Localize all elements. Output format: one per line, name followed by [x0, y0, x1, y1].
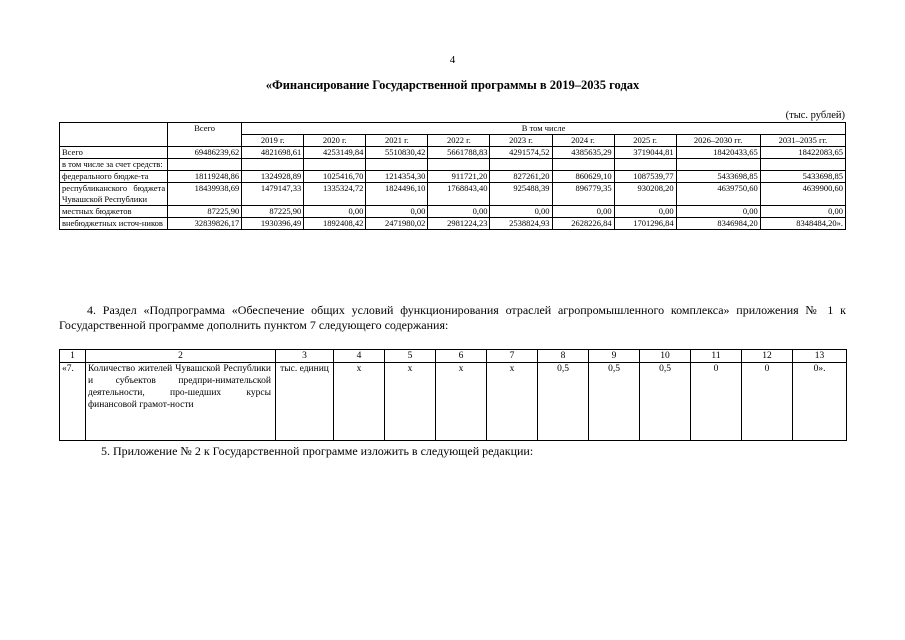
row-label: Всего	[60, 147, 168, 159]
table-cell: 1324928,89	[242, 171, 304, 183]
indicator-cell: 0,5	[640, 363, 691, 441]
table-cell: 87225,90	[168, 206, 242, 218]
table-cell: 4385635,29	[552, 147, 614, 159]
year-header: 2023 г.	[490, 135, 552, 147]
table-row	[60, 206, 846, 218]
table-cell	[366, 159, 428, 171]
paragraph-4: 4. Раздел «Подпрограмма «Обеспечение общих условий функционирования отраслей агропромышленного комплекса» приложения № 1 к Государственной программе дополнить пунктом 7 следующего содержания:	[59, 303, 846, 332]
table-cell: 0,00	[614, 206, 676, 218]
table-cell: 8348484,20».	[760, 218, 845, 230]
year-header: 2022 г.	[428, 135, 490, 147]
table-cell: 0,00	[676, 206, 760, 218]
table-cell	[760, 159, 845, 171]
unit-note: (тыс. рублей)	[785, 110, 845, 121]
table-cell: 0,00	[304, 206, 366, 218]
table-cell: 1025416,70	[304, 171, 366, 183]
table-cell: 4639750,60	[676, 183, 760, 206]
table-cell: 4253149,84	[304, 147, 366, 159]
page-number: 4	[449, 54, 456, 66]
column-number: 1	[60, 350, 86, 363]
column-number: 5	[385, 350, 436, 363]
table-cell: 4821698,61	[242, 147, 304, 159]
column-number: 12	[742, 350, 793, 363]
column-number: 9	[589, 350, 640, 363]
table-cell: 18119248,86	[168, 171, 242, 183]
table-cell	[168, 159, 242, 171]
table-cell: 4639900,60	[760, 183, 845, 206]
table-cell: 896779,35	[552, 183, 614, 206]
table-cell: 5661788,83	[428, 147, 490, 159]
table-cell: 32839826,17	[168, 218, 242, 230]
column-number: 3	[276, 350, 334, 363]
column-number: 10	[640, 350, 691, 363]
table-cell: 0,00	[366, 206, 428, 218]
table-cell: 930208,20	[614, 183, 676, 206]
table-row	[60, 147, 846, 159]
year-header: 2031–2035 гг.	[760, 135, 845, 147]
table-cell: 911721,20	[428, 171, 490, 183]
table-cell: 1214354,30	[366, 171, 428, 183]
indicator-cell: 0	[691, 363, 742, 441]
table-cell: 1087539,77	[614, 171, 676, 183]
table-cell: 827261,20	[490, 171, 552, 183]
header-empty-cell	[60, 123, 168, 147]
paragraph-5: 5. Приложение № 2 к Государственной программе изложить в следующей редакции:	[101, 444, 534, 458]
indicator-row	[60, 363, 847, 441]
indicator-name: Количество жителей Чувашской Республики и субъектов предпри-нимательской деятельности, про-шедших курсы финансовой грамот-ности	[86, 363, 276, 441]
table-cell: 2538824,93	[490, 218, 552, 230]
row-label: федерального бюдже-та	[60, 171, 168, 183]
indicator-cell: x	[436, 363, 487, 441]
indicator-cell: 0,5	[538, 363, 589, 441]
row-label: внебюджетных источ-ников	[60, 218, 168, 230]
column-number: 8	[538, 350, 589, 363]
table-cell: 1892408,42	[304, 218, 366, 230]
table-cell: 69486239,62	[168, 147, 242, 159]
indicator-table	[59, 349, 847, 441]
table-cell	[304, 159, 366, 171]
column-number: 7	[487, 350, 538, 363]
year-header: 2019 г.	[242, 135, 304, 147]
table-cell: 3719044,81	[614, 147, 676, 159]
table-cell: 18420433,65	[676, 147, 760, 159]
year-header: 2025 г.	[614, 135, 676, 147]
table-row	[60, 218, 846, 230]
table-cell: 4291574,52	[490, 147, 552, 159]
table-cell: 18439938,69	[168, 183, 242, 206]
table-cell: 8346984,20	[676, 218, 760, 230]
table-row	[60, 183, 846, 206]
table-cell: 925488,39	[490, 183, 552, 206]
table-cell	[614, 159, 676, 171]
indicator-cell: x	[334, 363, 385, 441]
year-header: 2024 г.	[552, 135, 614, 147]
table-cell: 18422083,65	[760, 147, 845, 159]
table-cell: 1768843,40	[428, 183, 490, 206]
year-header: 2020 г.	[304, 135, 366, 147]
table-cell: 2628226,84	[552, 218, 614, 230]
table-row	[60, 171, 846, 183]
table-cell: 0,00	[428, 206, 490, 218]
indicator-cell: x	[385, 363, 436, 441]
table-cell: 1824496,10	[366, 183, 428, 206]
table-cell: 1701296,84	[614, 218, 676, 230]
table-cell: 0,00	[552, 206, 614, 218]
row-label: в том числе за счет средств:	[60, 159, 168, 171]
table-cell: 2981224,23	[428, 218, 490, 230]
indicator-cell: 0».	[793, 363, 847, 441]
header-total: Всего	[168, 123, 242, 147]
table-cell: 1930396,49	[242, 218, 304, 230]
indicator-cell: x	[487, 363, 538, 441]
indicator-cell: тыс. единиц	[276, 363, 334, 441]
row-label: местных бюджетов	[60, 206, 168, 218]
column-number: 11	[691, 350, 742, 363]
table-cell: 87225,90	[242, 206, 304, 218]
table-cell: 5510830,42	[366, 147, 428, 159]
row-label: республиканского бюджета Чувашской Республики	[60, 183, 168, 206]
column-number: 2	[86, 350, 276, 363]
year-header: 2021 г.	[366, 135, 428, 147]
financing-table	[59, 122, 846, 230]
table-header-row	[60, 123, 846, 135]
year-header: 2026–2030 гг.	[676, 135, 760, 147]
header-group: В том числе	[242, 123, 846, 135]
table-cell: 5433698,85	[760, 171, 845, 183]
table-cell: 1479147,33	[242, 183, 304, 206]
section-title: «Финансирование Государственной программы в 2019–2035 годах	[265, 78, 640, 92]
column-number: 6	[436, 350, 487, 363]
table-cell	[676, 159, 760, 171]
column-number: 13	[793, 350, 847, 363]
table-cell: 5433698,85	[676, 171, 760, 183]
table-cell: 1335324,72	[304, 183, 366, 206]
table-cell: 2471980,02	[366, 218, 428, 230]
table-cell	[242, 159, 304, 171]
indicator-cell: «7.	[60, 363, 86, 441]
indicator-cell: 0	[742, 363, 793, 441]
table-cell: 860629,10	[552, 171, 614, 183]
table-cell: 0,00	[760, 206, 845, 218]
table-cell	[428, 159, 490, 171]
table-cell	[552, 159, 614, 171]
table-cell	[490, 159, 552, 171]
table-cell: 0,00	[490, 206, 552, 218]
column-number: 4	[334, 350, 385, 363]
table-row	[60, 159, 846, 171]
indicator-header-row	[60, 350, 847, 363]
indicator-cell: 0,5	[589, 363, 640, 441]
